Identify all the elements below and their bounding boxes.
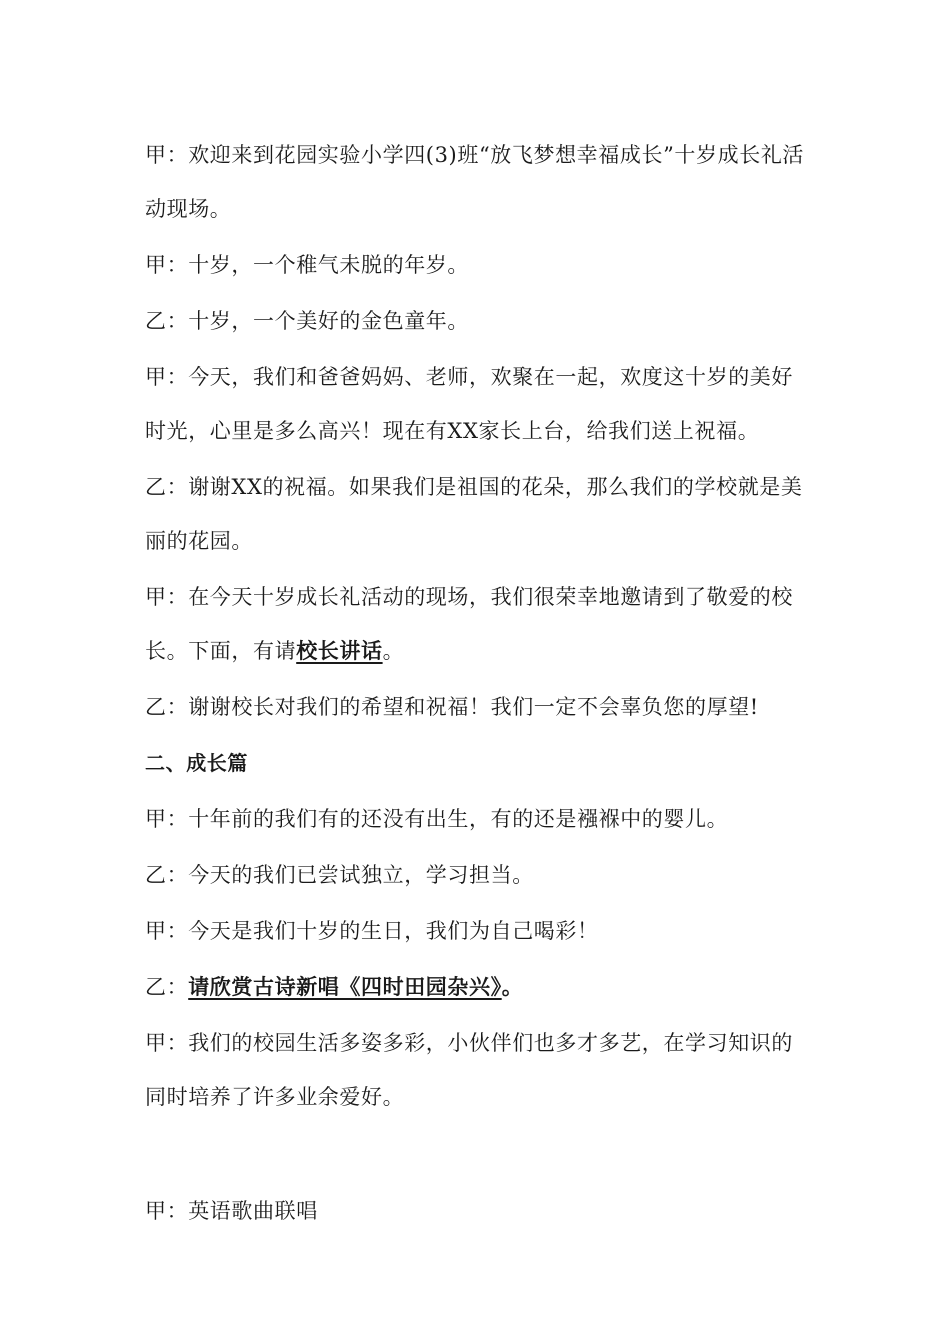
paragraph-campus-life: 甲：我们的校园生活多姿多彩，小伙伴们也多才多艺，在学习知识的同时培养了许多业余爱好。 <box>145 1031 793 1109</box>
paragraph-principal <box>145 570 810 678</box>
poem-prefix: 乙： <box>145 975 189 999</box>
document-body <box>145 128 810 1240</box>
paragraph-independent: 乙：今天的我们已尝试独立，学习担当。 <box>145 863 534 887</box>
paragraph-parents: 甲：今天，我们和爸爸妈妈、老师，欢聚在一起，欢度这十岁的美好时光，心里是多么高兴！现在有XX家长上台，给我们送上祝福。 <box>145 365 793 443</box>
paragraph-english-songs: 甲：英语歌曲联唱 <box>145 1199 318 1223</box>
paragraph-ten-years-1: 甲：十岁，一个稚气未脱的年岁。 <box>145 253 469 277</box>
principal-suffix: 。 <box>382 639 405 663</box>
paragraph-birthday: 甲：今天是我们十岁的生日，我们为自己喝彩！ <box>145 919 599 943</box>
principal-intro-text: 甲：在今天十岁成长礼活动的现场，我们很荣幸地邀请到了敬爱的校长。下面，有请 <box>145 585 793 663</box>
paragraph-ten-years-2: 乙：十岁，一个美好的金色童年。 <box>145 309 469 333</box>
paragraph-ten-years-ago: 甲：十年前的我们有的还没有出生，有的还是襁褓中的婴儿。 <box>145 807 729 831</box>
blank-line <box>145 1126 810 1184</box>
poem-song-link[interactable]: 请欣赏古诗新唱《四时田园杂兴》 <box>188 975 502 999</box>
principal-speech-link[interactable]: 校长讲话 <box>296 639 383 663</box>
paragraph-flowers: 乙：谢谢XX的祝福。如果我们是祖国的花朵，那么我们的学校就是美丽的花园。 <box>145 475 803 553</box>
section-heading-growth: 二、成长篇 <box>145 751 248 775</box>
paragraph-thanks-principal: 乙：谢谢校长对我们的希望和祝福！我们一定不会辜负您的厚望! <box>145 695 759 719</box>
paragraph-poem-song <box>145 960 810 1014</box>
paragraph-welcome: 甲：欢迎来到花园实验小学四(3)班“放飞梦想幸福成长”十岁成长礼活动现场。 <box>145 143 805 221</box>
poem-suffix: 。 <box>501 975 524 999</box>
